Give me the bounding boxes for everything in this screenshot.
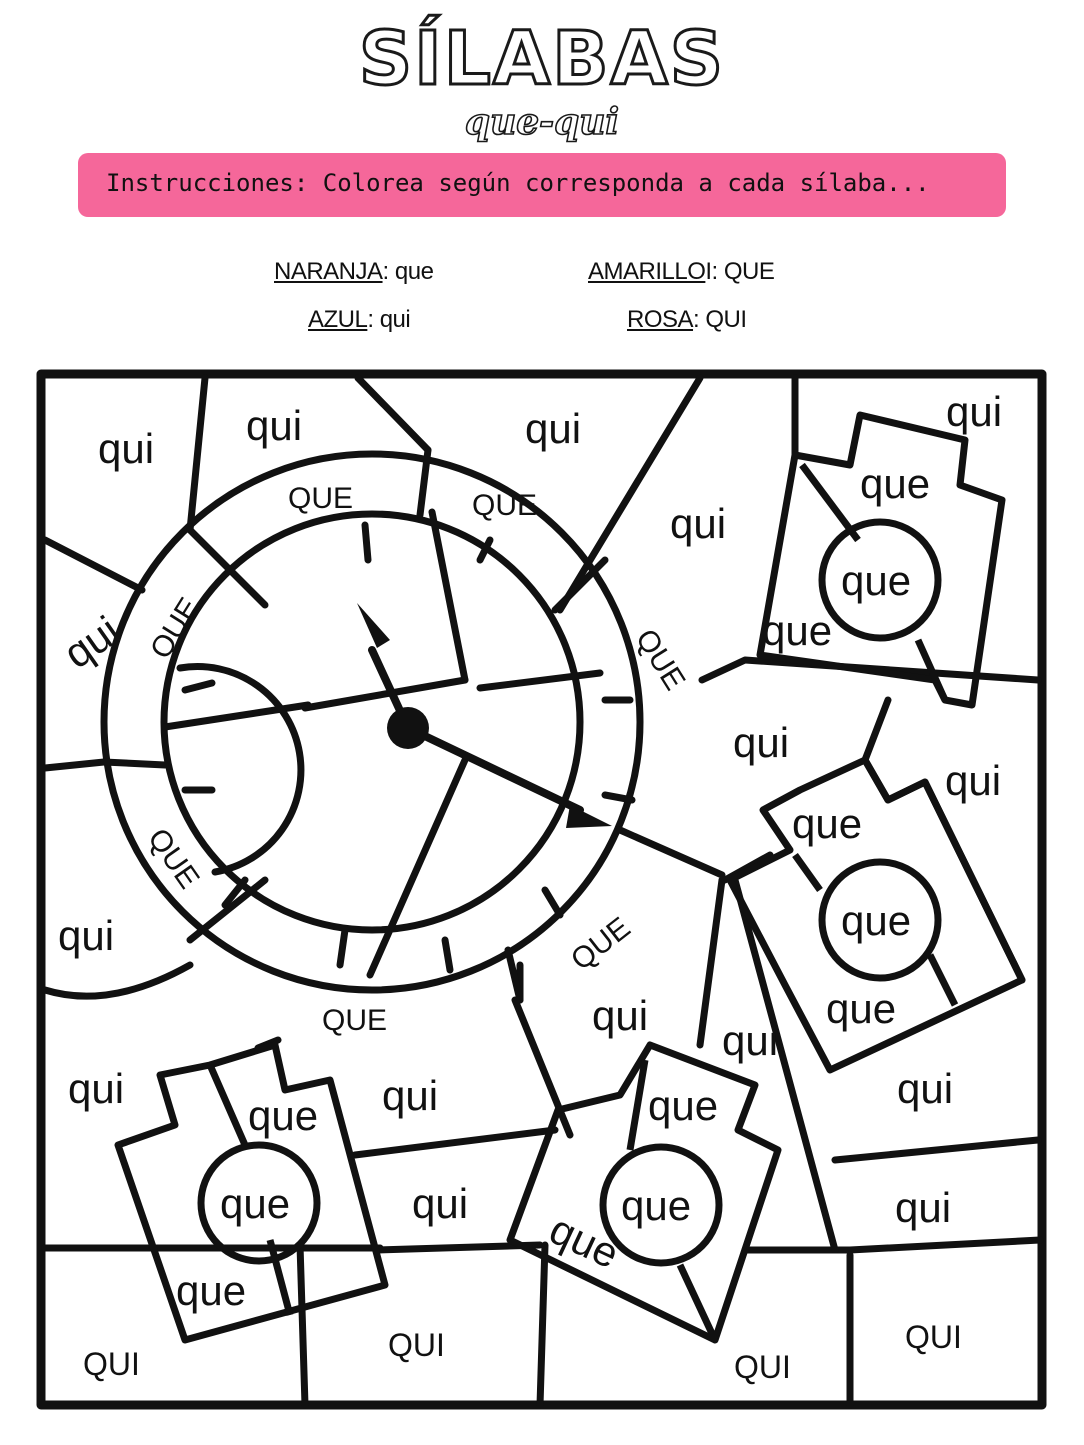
syllable-label: que [220,1180,291,1227]
legend-color-label: ROSA [627,306,694,333]
syllable-label: qui [897,1065,954,1112]
minute-hand-arrowhead [566,805,612,828]
legend-separator: : [367,306,380,333]
clock-tick [545,890,560,915]
syllable-label: que [792,800,863,847]
syllable-label: QUE [141,822,206,895]
syllable-label: QUE [322,1004,388,1037]
syllable-label: que [762,607,833,654]
worksheet-title: SÍLABAS [358,16,726,102]
region-line [745,1240,1040,1250]
hour-hand-arrowhead [357,603,390,648]
clock-face-line [480,673,600,688]
syllable-label: QUI [905,1319,962,1355]
syllable-label: qui [98,425,155,472]
syllable-label: QUI [388,1327,445,1363]
syllable-label: qui [670,500,727,547]
region-line [45,965,190,996]
region-line [45,762,104,768]
ring-divider [190,530,265,605]
region-line [515,1000,570,1135]
syllable-label: qui [525,405,582,452]
clock-tick [445,940,450,970]
clock-face-line [370,760,465,975]
region-line [190,378,205,530]
syllable-label: QUI [83,1346,140,1382]
syllable-label: qui [382,1072,439,1119]
clock-tick [340,930,345,965]
syllable-label: QUE [144,592,207,665]
legend-syllable: QUI [705,306,747,333]
syllable-label: qui [58,912,115,959]
legend-color-label: AMARILLO [588,258,706,285]
legend-syllable: QUE [723,258,775,285]
legend-syllable: qui [379,306,411,333]
syllable-label: QUE [288,482,354,515]
ring-divider [620,830,722,875]
syllable-label: que [860,460,931,507]
syllable-label: qui [412,1180,469,1227]
region-line [300,1245,305,1405]
syllable-label: qui [246,402,303,449]
ring-divider [104,762,165,765]
syllable-label: qui [68,1065,125,1112]
legend-separator: : [382,258,395,285]
syllable-label: que [841,557,912,604]
syllable-label: QUE [565,911,637,978]
clock-tick [365,525,368,560]
puzzle-lines [41,374,1042,1405]
region-line [735,880,835,1250]
syllable-label: qui [945,757,1002,804]
legend-color-label: AZUL [308,306,368,333]
region-line [45,540,142,590]
legend-separator: : [693,306,706,333]
legend-syllable: que [394,258,434,285]
syllable-label: qui [946,388,1003,435]
instructions-text: Instrucciones: Colorea según corresponda a cada sílaba... [106,169,930,197]
syllable-label: que [621,1182,692,1229]
legend-color-label: NARANJA [274,258,383,285]
clock-minute-hand [408,728,580,810]
syllable-label: qui [895,1184,952,1231]
region-line [540,1245,545,1405]
legend-separator: I: [705,258,724,285]
ring-divider [190,880,265,940]
syllable-label: que [648,1082,719,1129]
region-line [700,880,722,1045]
syllable-label: que [841,897,912,944]
clock-tick [185,683,212,690]
syllable-label: qui [55,606,128,678]
syllable-label: QUE [472,489,538,522]
region-line [355,1130,555,1155]
syllable-label: que [542,1205,627,1278]
clock-tick [605,795,632,800]
syllable-label: QUE [628,623,692,697]
region-line [865,700,888,760]
syllable-label: qui [733,719,790,766]
syllable-label: que [176,1267,247,1314]
clock-center-pin [387,707,429,749]
ring-divider [555,560,605,610]
region-line [835,1140,1038,1160]
syllable-label: que [826,985,897,1032]
region-line [358,378,428,450]
syllable-label: qui [722,1017,779,1064]
syllable-label: QUI [734,1349,791,1385]
worksheet-subtitle: que-qui [464,101,620,143]
syllable-label: que [248,1092,319,1139]
syllable-label: qui [592,992,649,1039]
